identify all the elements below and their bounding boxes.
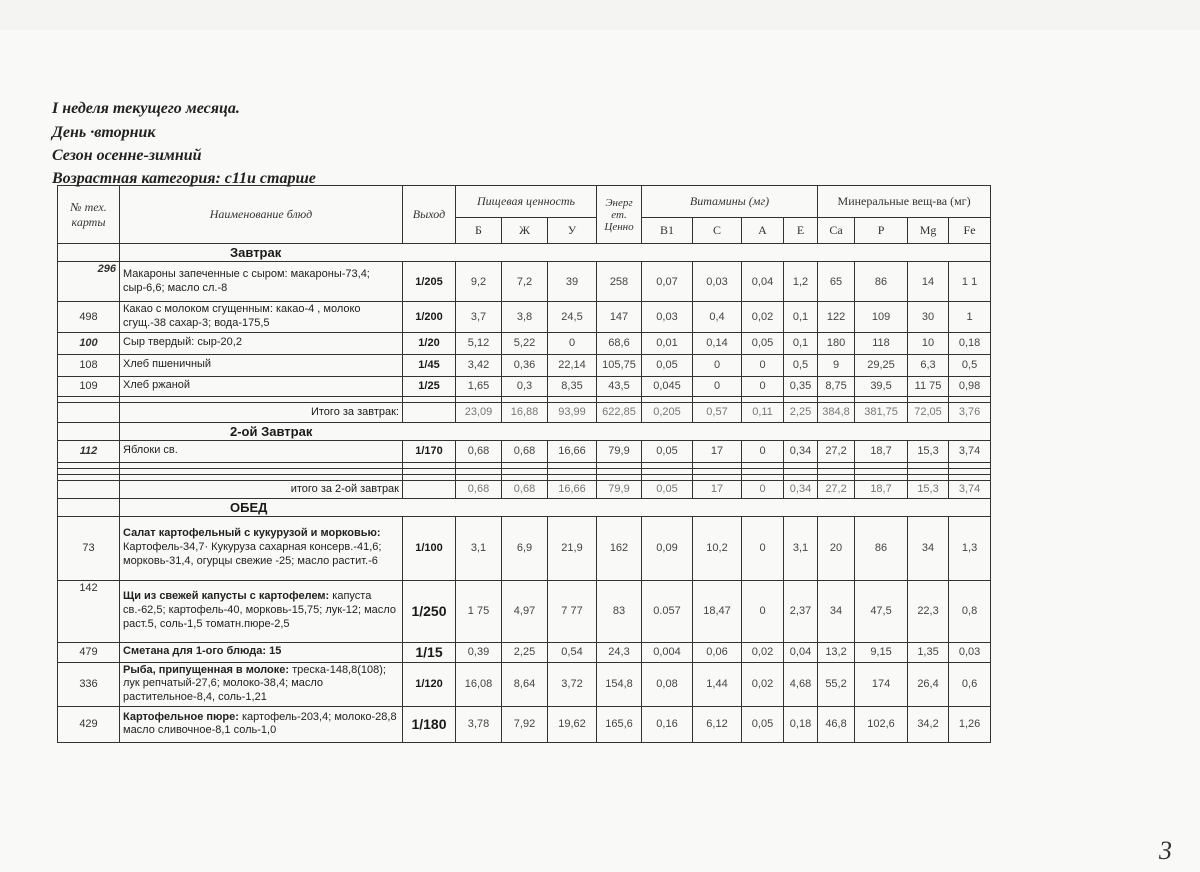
value-cell: 0,07 bbox=[642, 262, 693, 302]
tech-card-number: 296 bbox=[58, 262, 120, 302]
tech-card-number: 108 bbox=[58, 354, 120, 376]
dish-name: Хлеб пшеничный bbox=[120, 354, 403, 376]
value-cell: 6,12 bbox=[693, 706, 742, 742]
value-cell: 1 bbox=[949, 302, 991, 333]
value-cell: 30 bbox=[908, 302, 949, 333]
value-cell: 5,22 bbox=[502, 332, 548, 354]
value-cell: 24,3 bbox=[597, 642, 642, 662]
table-row bbox=[58, 662, 991, 706]
value-cell: 0,34 bbox=[784, 440, 818, 462]
dish-name: Хлеб ржаной bbox=[120, 376, 403, 396]
value-cell: 0,14 bbox=[693, 332, 742, 354]
season-heading: Сезон осенне-зимний bbox=[52, 147, 202, 164]
total-value: 72,05 bbox=[908, 402, 949, 422]
value-cell: 0,6 bbox=[949, 662, 991, 706]
value-cell: 0 bbox=[742, 580, 784, 642]
col-ca: Са bbox=[818, 218, 855, 244]
value-cell: 0,05 bbox=[642, 354, 693, 376]
value-cell: 14 bbox=[908, 262, 949, 302]
value-cell: 0,68 bbox=[456, 440, 502, 462]
value-cell: 0,03 bbox=[693, 262, 742, 302]
page-number: 3 bbox=[1159, 836, 1172, 865]
value-cell: 20 bbox=[818, 516, 855, 580]
section-row-lunch bbox=[58, 498, 991, 516]
value-cell: 165,6 bbox=[597, 706, 642, 742]
col-output: Выход bbox=[403, 186, 456, 244]
dish-title: Картофельное пюре: bbox=[123, 710, 239, 723]
value-cell: 0,03 bbox=[949, 642, 991, 662]
value-cell: 0,16 bbox=[642, 706, 693, 742]
value-cell: 0,02 bbox=[742, 302, 784, 333]
table-row bbox=[58, 376, 991, 396]
col-minerals: Минеральные вещ-ва (мг) bbox=[818, 186, 991, 218]
value-cell: 0,4 bbox=[693, 302, 742, 333]
value-cell: 26,4 bbox=[908, 662, 949, 706]
value-cell: 0,36 bbox=[502, 354, 548, 376]
value-cell: 0,98 bbox=[949, 376, 991, 396]
col-c: С bbox=[693, 218, 742, 244]
value-cell: 147 bbox=[597, 302, 642, 333]
value-cell: 83 bbox=[597, 580, 642, 642]
tech-card-number: 109 bbox=[58, 376, 120, 396]
tech-card-number: 73 bbox=[58, 516, 120, 580]
dish-title: Щи из свежей капусты с картофелем: bbox=[123, 590, 330, 603]
total-label: итого за 2-ой завтрак bbox=[120, 480, 403, 498]
dish-ingredients: Картофель-34,7· Кукуруза сахарная консерв.-41,6; морковь-31,4, огурцы свежие -25; масло растит.-6 bbox=[123, 541, 382, 567]
value-cell: 0,02 bbox=[742, 662, 784, 706]
value-cell: 1,26 bbox=[949, 706, 991, 742]
value-cell: 105,75 bbox=[597, 354, 642, 376]
value-cell: 122 bbox=[818, 302, 855, 333]
total-value: 0,57 bbox=[693, 402, 742, 422]
value-cell: 0,35 bbox=[784, 376, 818, 396]
value-cell: 24,5 bbox=[548, 302, 597, 333]
value-cell: 0,1 bbox=[784, 302, 818, 333]
value-cell: 109 bbox=[855, 302, 908, 333]
value-cell: 8,75 bbox=[818, 376, 855, 396]
value-cell: 0,09 bbox=[642, 516, 693, 580]
table-row bbox=[58, 706, 991, 742]
value-cell: 7,92 bbox=[502, 706, 548, 742]
tech-card-number: 112 bbox=[58, 440, 120, 462]
value-cell: 0 bbox=[742, 354, 784, 376]
value-cell: 8,64 bbox=[502, 662, 548, 706]
dish-output: 1/180 bbox=[403, 706, 456, 742]
value-cell: 0,04 bbox=[742, 262, 784, 302]
value-cell: 118 bbox=[855, 332, 908, 354]
value-cell: 3,42 bbox=[456, 354, 502, 376]
value-cell: 0,1 bbox=[784, 332, 818, 354]
value-cell: 7,2 bbox=[502, 262, 548, 302]
value-cell: 0,54 bbox=[548, 642, 597, 662]
total-value: 0,68 bbox=[456, 480, 502, 498]
section-title: Завтрак bbox=[120, 244, 991, 262]
value-cell: 0,68 bbox=[502, 440, 548, 462]
value-cell: 3,1 bbox=[784, 516, 818, 580]
table-row bbox=[58, 302, 991, 333]
table-row bbox=[58, 354, 991, 376]
section-title: 2-ой Завтрак bbox=[120, 422, 991, 440]
col-e: Е bbox=[784, 218, 818, 244]
dish-name bbox=[120, 516, 403, 580]
value-cell: 86 bbox=[855, 262, 908, 302]
value-cell: 0,8 bbox=[949, 580, 991, 642]
value-cell: 39 bbox=[548, 262, 597, 302]
value-cell: 3,74 bbox=[949, 440, 991, 462]
week-heading: I неделя текущего месяца. bbox=[52, 100, 240, 117]
value-cell: 29,25 bbox=[855, 354, 908, 376]
col-mg: Mg bbox=[908, 218, 949, 244]
value-cell: 0,08 bbox=[642, 662, 693, 706]
value-cell: 65 bbox=[818, 262, 855, 302]
value-cell: 3,72 bbox=[548, 662, 597, 706]
dish-output: 1/25 bbox=[403, 376, 456, 396]
dish-output: 1/15 bbox=[403, 642, 456, 662]
value-cell: 0,18 bbox=[784, 706, 818, 742]
value-cell: 1,35 bbox=[908, 642, 949, 662]
value-cell: 174 bbox=[855, 662, 908, 706]
value-cell: 3,1 bbox=[456, 516, 502, 580]
total-value: 93,99 bbox=[548, 402, 597, 422]
dish-output: 1/20 bbox=[403, 332, 456, 354]
tech-card-number: 100 bbox=[58, 332, 120, 354]
total-value: 23,09 bbox=[456, 402, 502, 422]
value-cell: 4,68 bbox=[784, 662, 818, 706]
total-value: 27,2 bbox=[818, 480, 855, 498]
value-cell: 0,05 bbox=[642, 440, 693, 462]
dish-output: 1/100 bbox=[403, 516, 456, 580]
total-value: 622,85 bbox=[597, 402, 642, 422]
breakfast-total-row bbox=[58, 402, 991, 422]
dish-name bbox=[120, 580, 403, 642]
tech-card-number: 336 bbox=[58, 662, 120, 706]
tech-card-number: 142 bbox=[58, 580, 120, 642]
dish-title: Сметана для 1-ого блюда: 15 bbox=[123, 645, 282, 658]
value-cell: 1 75 bbox=[456, 580, 502, 642]
dish-name bbox=[120, 706, 403, 742]
value-cell: 19,62 bbox=[548, 706, 597, 742]
total-value: 0,205 bbox=[642, 402, 693, 422]
value-cell: 0 bbox=[742, 376, 784, 396]
value-cell: 13,2 bbox=[818, 642, 855, 662]
dish-name: Яблоки св. bbox=[120, 440, 403, 462]
value-cell: 34 bbox=[908, 516, 949, 580]
value-cell: 4,97 bbox=[502, 580, 548, 642]
dish-name: Сыр твердый: сыр-20,2 bbox=[120, 332, 403, 354]
value-cell: 0 bbox=[742, 516, 784, 580]
col-b1: В1 bbox=[642, 218, 693, 244]
value-cell: 102,6 bbox=[855, 706, 908, 742]
value-cell: 43,5 bbox=[597, 376, 642, 396]
table-row bbox=[58, 332, 991, 354]
dish-ingredients: картофель-203,4; молоко-28,8 масло сливочное-8,1 соль-1,0 bbox=[123, 710, 397, 737]
value-cell: 0,06 bbox=[693, 642, 742, 662]
dish-output: 1/120 bbox=[403, 662, 456, 706]
value-cell: 16,66 bbox=[548, 440, 597, 462]
total-value: 16,66 bbox=[548, 480, 597, 498]
dish-output: 1/205 bbox=[403, 262, 456, 302]
col-vitamins: Витамины (мг) bbox=[642, 186, 818, 218]
table-row bbox=[58, 580, 991, 642]
total-value: 0,34 bbox=[784, 480, 818, 498]
value-cell: 15,3 bbox=[908, 440, 949, 462]
dish-output: 1/250 bbox=[403, 580, 456, 642]
value-cell: 16,08 bbox=[456, 662, 502, 706]
value-cell: 0,05 bbox=[742, 332, 784, 354]
value-cell: 46,8 bbox=[818, 706, 855, 742]
value-cell: 86 bbox=[855, 516, 908, 580]
total-value: 15,3 bbox=[908, 480, 949, 498]
total-value: 384,8 bbox=[818, 402, 855, 422]
col-fe: Fe bbox=[949, 218, 991, 244]
dish-name: Какао с молоком сгущенным: какао-4 , молоко сгущ.-38 сахар-3; вода-175,5 bbox=[120, 302, 403, 333]
col-protein: Б bbox=[456, 218, 502, 244]
value-cell: 0 bbox=[548, 332, 597, 354]
value-cell: 5,12 bbox=[456, 332, 502, 354]
section-title: ОБЕД bbox=[120, 498, 991, 516]
value-cell: 11 75 bbox=[908, 376, 949, 396]
value-cell: 21,9 bbox=[548, 516, 597, 580]
total-value: 2,25 bbox=[784, 402, 818, 422]
day-heading: День ·вторник bbox=[52, 124, 156, 141]
value-cell: 0,045 bbox=[642, 376, 693, 396]
table-row bbox=[58, 642, 991, 662]
dish-name bbox=[120, 642, 403, 662]
tech-card-number: 479 bbox=[58, 642, 120, 662]
age-category-heading: Возрастная категория: с11и старше bbox=[52, 170, 316, 187]
value-cell: 34 bbox=[818, 580, 855, 642]
value-cell: 180 bbox=[818, 332, 855, 354]
table-row bbox=[58, 262, 991, 302]
value-cell: 68,6 bbox=[597, 332, 642, 354]
value-cell: 47,5 bbox=[855, 580, 908, 642]
value-cell: 34,2 bbox=[908, 706, 949, 742]
value-cell: 0,18 bbox=[949, 332, 991, 354]
value-cell: 3,8 bbox=[502, 302, 548, 333]
value-cell: 79,9 bbox=[597, 440, 642, 462]
value-cell: 1,44 bbox=[693, 662, 742, 706]
menu-table bbox=[57, 185, 991, 743]
dish-title: Рыба, припущенная в молоке: bbox=[123, 663, 290, 676]
dish-name: Макароны запеченные с сыром: макароны-73,4; сыр-6,6; масло сл.-8 bbox=[120, 262, 403, 302]
col-a: А bbox=[742, 218, 784, 244]
value-cell: 0,004 bbox=[642, 642, 693, 662]
value-cell: 9,15 bbox=[855, 642, 908, 662]
value-cell: 9,2 bbox=[456, 262, 502, 302]
value-cell: 258 bbox=[597, 262, 642, 302]
value-cell: 1,2 bbox=[784, 262, 818, 302]
total-value: 3,76 bbox=[949, 402, 991, 422]
dish-name bbox=[120, 662, 403, 706]
col-nutrition: Пищевая ценность bbox=[456, 186, 597, 218]
value-cell: 6,9 bbox=[502, 516, 548, 580]
total-value: 0,11 bbox=[742, 402, 784, 422]
value-cell: 3,78 bbox=[456, 706, 502, 742]
value-cell: 0,02 bbox=[742, 642, 784, 662]
value-cell: 0,5 bbox=[949, 354, 991, 376]
total-value: 16,88 bbox=[502, 402, 548, 422]
value-cell: 10,2 bbox=[693, 516, 742, 580]
tech-card-number: 429 bbox=[58, 706, 120, 742]
value-cell: 18,7 bbox=[855, 440, 908, 462]
total-value: 17 bbox=[693, 480, 742, 498]
value-cell: 22,3 bbox=[908, 580, 949, 642]
dish-ingredients: капуста св.-62,5; картофель-40, морковь-15,75; лук-12; масло раст.5, соль-1,5 томатн.пюре-2,5 bbox=[123, 590, 396, 630]
total-value: 0 bbox=[742, 480, 784, 498]
total-value: 381,75 bbox=[855, 402, 908, 422]
value-cell: 1 1 bbox=[949, 262, 991, 302]
value-cell: 1,3 bbox=[949, 516, 991, 580]
dish-ingredients: треска-148,8(108); лук репчатый-27,6; молоко-38,4; масло растительное-8,4, соль-1,21 bbox=[123, 663, 386, 703]
value-cell: 0 bbox=[693, 376, 742, 396]
dish-title: Салат картофельный с кукурузой и морковью: bbox=[123, 527, 381, 540]
value-cell: 17 bbox=[693, 440, 742, 462]
value-cell: 162 bbox=[597, 516, 642, 580]
total-value: 18,7 bbox=[855, 480, 908, 498]
value-cell: 0,5 bbox=[784, 354, 818, 376]
value-cell: 55,2 bbox=[818, 662, 855, 706]
value-cell: 18,47 bbox=[693, 580, 742, 642]
value-cell: 0,01 bbox=[642, 332, 693, 354]
dish-output: 1/200 bbox=[403, 302, 456, 333]
col-p: Р bbox=[855, 218, 908, 244]
dish-output: 1/170 bbox=[403, 440, 456, 462]
value-cell: 0,03 bbox=[642, 302, 693, 333]
value-cell: 7 77 bbox=[548, 580, 597, 642]
total-value: 79,9 bbox=[597, 480, 642, 498]
value-cell: 6,3 bbox=[908, 354, 949, 376]
dish-output: 1/45 bbox=[403, 354, 456, 376]
second-breakfast-total-row bbox=[58, 480, 991, 498]
value-cell: 39,5 bbox=[855, 376, 908, 396]
value-cell: 0,05 bbox=[742, 706, 784, 742]
col-tech-card: № тех. карты bbox=[58, 186, 120, 244]
col-energy: Энерг ет. Ценно bbox=[597, 186, 642, 244]
value-cell: 0 bbox=[742, 440, 784, 462]
total-label: Итого за завтрак: bbox=[120, 402, 403, 422]
col-carbs: У bbox=[548, 218, 597, 244]
value-cell: 0,3 bbox=[502, 376, 548, 396]
value-cell: 154,8 bbox=[597, 662, 642, 706]
section-row-breakfast bbox=[58, 244, 991, 262]
value-cell: 0,04 bbox=[784, 642, 818, 662]
value-cell: 10 bbox=[908, 332, 949, 354]
value-cell: 27,2 bbox=[818, 440, 855, 462]
value-cell: 0 bbox=[693, 354, 742, 376]
col-dish-name: Наименование блюд bbox=[120, 186, 403, 244]
value-cell: 8,35 bbox=[548, 376, 597, 396]
section-row-second-breakfast bbox=[58, 422, 991, 440]
value-cell: 1,65 bbox=[456, 376, 502, 396]
tech-card-number: 498 bbox=[58, 302, 120, 333]
table-row bbox=[58, 516, 991, 580]
value-cell: 22,14 bbox=[548, 354, 597, 376]
table-row bbox=[58, 440, 991, 462]
value-cell: 2,25 bbox=[502, 642, 548, 662]
value-cell: 2,37 bbox=[784, 580, 818, 642]
total-value: 0,68 bbox=[502, 480, 548, 498]
value-cell: 9 bbox=[818, 354, 855, 376]
value-cell: 3,7 bbox=[456, 302, 502, 333]
total-value: 0,05 bbox=[642, 480, 693, 498]
value-cell: 0.057 bbox=[642, 580, 693, 642]
total-value: 3,74 bbox=[949, 480, 991, 498]
value-cell: 0,39 bbox=[456, 642, 502, 662]
col-fat: Ж bbox=[502, 218, 548, 244]
